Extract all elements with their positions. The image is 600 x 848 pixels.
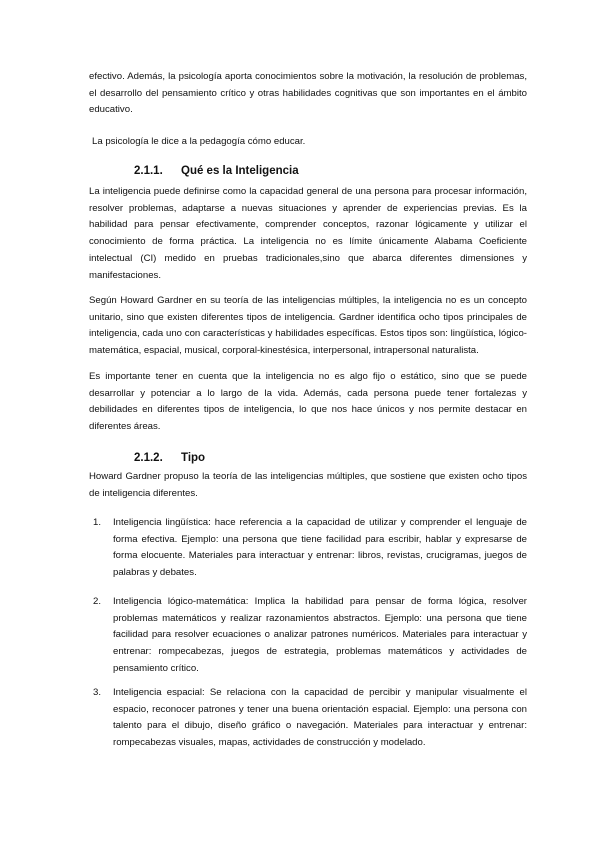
section-number: 2.1.2. [134,452,163,464]
list-item [93,515,527,582]
list-item [93,594,527,678]
section-title: Tipo [181,452,206,464]
list-marker: 3. [93,687,102,698]
paragraph-types-intro: Howard Gardner propuso la teoría de las inteligencias múltiples, que sostiene que existen ocho tipos de inteligencia diferentes. [89,471,527,499]
list-item-text: Inteligencia lógico-matemática: Implica la habilidad para pensar de forma lógica, resolver problemas matemáticos y realizar razonamientos abstractos. Ejemplo: una persona que tiene facilidad para resolver ecuaciones o analizar patrones numéricos. Materiales para interactuar y entrenar: rompecabezas, juegos de estrategia, problemas matemáticos y actividades de pensamiento crítico. [113,596,527,674]
section-number: 2.1.1. [134,165,163,177]
paragraph-definition: La inteligencia puede definirse como la capacidad general de una persona para procesar información, resolver problemas, adaptarse a nuevas situaciones y aprender de experiencias previas. Es la habilidad para pensar efectivamente, comprender conceptos, razonar lógicamente y utilizar el conocimiento de forma práctica. La inteligencia no es límite únicamente Alabama Coeficiente intelectual (CI) medido en pruebas tradicionales,sino que abarca diferentes dimensiones y manifestaciones. [89,186,527,281]
list-item-text: Inteligencia lingüística: hace referencia a la capacidad de utilizar y comprender el lenguaje de forma efectiva. Ejemplo: una persona que tiene facilidad para escribir, hablar y expresarse de forma elocuente. Materiales para interactuar y entrenar: libros, revistas, crucigramas, juegos de palabras y debates. [113,517,527,579]
intro-paragraph: efectivo. Además, la psicología aporta conocimientos sobre la motivación, la resolución de problemas, el desarrollo del pensamiento crítico y otras habilidades cognitivas que son importantes en el ámbito educativo. [89,71,527,116]
section-title: Qué es la Inteligencia [181,165,299,177]
list-marker: 2. [93,596,102,607]
list-item [93,685,527,752]
section-heading-types [134,452,205,464]
paragraph-development: Es importante tener en cuenta que la inteligencia no es algo fijo o estático, sino que se puede desarrollar y potenciar a lo largo de la vida. Además, cada persona puede tener fortalezas y debilidades en diferentes tipos de inteligencia, lo que nos hace únicos y nos permite destacar en diferentes áreas. [89,371,527,433]
paragraph-gardner: Según Howard Gardner en su teoría de las inteligencias múltiples, la inteligencia no es un concepto unitario, sino que existen diferentes tipos de inteligencia. Gardner identifica ocho tipos principales de inteligencia, cada uno con características y habilidades específicas. Estos tipos son: lingüística, lógico-matemática, espacial, musical, corporal-kinestésica, interpersonal, intrapersonal naturalista. [89,295,527,357]
list-marker: 1. [93,517,102,528]
list-item-text: Inteligencia espacial: Se relaciona con la capacidad de percibir y manipular visualmente el espacio, reconocer patrones y tener una buena orientación espacial. Ejemplo: una persona con talento para el dibujo, diseño gráfico o navegación. Materiales para interactuar y entrenar: rompecabezas visuales, mapas, actividades de construcción y modelado. [113,687,527,749]
section-heading-intelligence [134,165,299,177]
pedagogy-line: La psicología le dice a la pedagogía cómo educar. [92,136,306,147]
